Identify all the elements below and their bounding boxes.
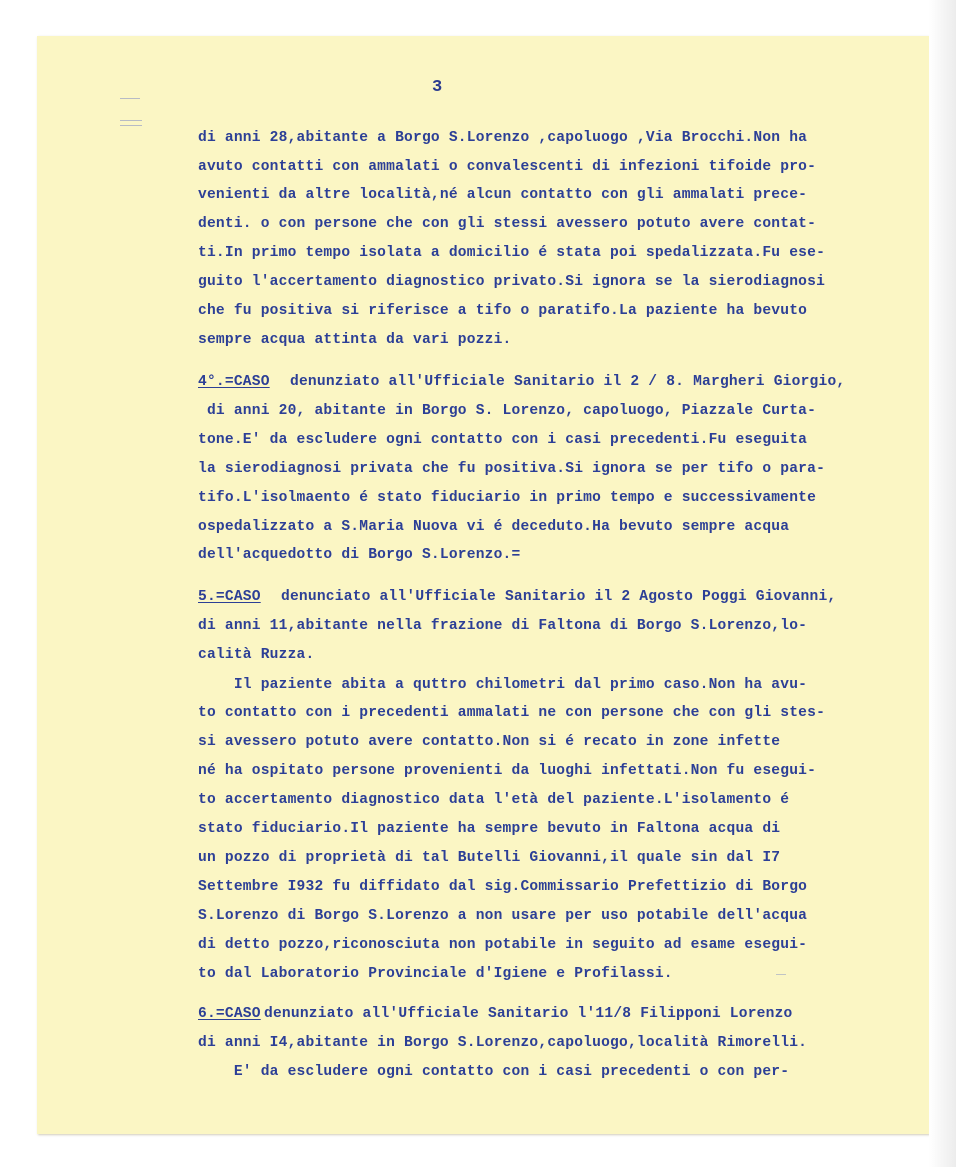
text-line: né ha ospitato persone provenienti da luoghi infettati.Non fu esegui- (198, 763, 817, 779)
text-line: avuto contatti con ammalati o convalescenti di infezioni tifoide pro- (198, 159, 817, 175)
margin-mark (120, 120, 142, 121)
text-line: sempre acqua attinta da vari pozzi. (198, 332, 512, 348)
page-number: 3 (432, 78, 443, 97)
text-line: E' da escludere ogni contatto con i casi precedenti o con per- (198, 1064, 790, 1080)
text-line: to dal Laboratorio Provinciale d'Igiene e Profilassi. (198, 966, 673, 982)
text-line: di anni 20, abitante in Borgo S. Lorenzo, capoluogo, Piazzale Curta- (198, 403, 817, 419)
text-line: di detto pozzo,riconosciuta non potabile in seguito ad esame esegui- (198, 937, 808, 953)
text-line: denunciato all'Ufficiale Sanitario il 2 Agosto Poggi Giovanni, (281, 589, 837, 605)
text-line: denunziato all'Ufficiale Sanitario l'11/8 Filipponi Lorenzo (264, 1006, 793, 1022)
case-6-header: 6.=CASO (198, 1006, 261, 1022)
text-line: guito l'accertamento diagnostico privato.Si ignora se la sierodiagnosi (198, 274, 826, 290)
text-line: di anni 11,abitante nella frazione di Faltona di Borgo S.Lorenzo,lo- (198, 618, 808, 634)
text-line: un pozzo di proprietà di tal Butelli Giovanni,il quale sin dal I7 (198, 850, 781, 866)
text-line: dell'acquedotto di Borgo S.Lorenzo.= (198, 547, 521, 563)
text-line: Il paziente abita a quttro chilometri dal primo caso.Non ha avu- (198, 677, 808, 693)
stray-mark (776, 974, 786, 975)
text-line: si avessero potuto avere contatto.Non si é recato in zone infette (198, 734, 781, 750)
case-4-header: 4°.=CASO (198, 374, 270, 390)
text-line: to accertamento diagnostico data l'età del paziente.L'isolamento é (198, 792, 790, 808)
text-line: tone.E' da escludere ogni contatto con i casi precedenti.Fu eseguita (198, 432, 808, 448)
text-line: Settembre I932 fu diffidato dal sig.Commissario Prefettizio di Borgo (198, 879, 808, 895)
text-line: S.Lorenzo di Borgo S.Lorenzo a non usare per uso potabile dell'acqua (198, 908, 808, 924)
text-line: venienti da altre località,né alcun contatto con gli ammalati prece- (198, 187, 808, 203)
case-5-header: 5.=CASO (198, 589, 261, 605)
text-line: di anni I4,abitante in Borgo S.Lorenzo,capoluogo,località Rimorelli. (198, 1035, 808, 1051)
text-line: denunziato all'Ufficiale Sanitario il 2 / 8. Margheri Giorgio, (290, 374, 846, 390)
text-line: to contatto con i precedenti ammalati ne con persone che con gli stes- (198, 705, 826, 721)
margin-mark (120, 98, 140, 99)
text-line: di anni 28,abitante a Borgo S.Lorenzo ,capoluogo ,Via Brocchi.Non ha (198, 130, 808, 146)
text-line: denti. o con persone che con gli stessi avessero potuto avere contat- (198, 216, 817, 232)
margin-mark (120, 125, 142, 126)
text-line: calità Ruzza. (198, 647, 315, 663)
scan-edge-shadow (929, 0, 956, 1167)
text-line: stato fiduciario.Il paziente ha sempre bevuto in Faltona acqua di (198, 821, 781, 837)
text-line: ti.In primo tempo isolata a domicilio é stata poi spedalizzata.Fu ese- (198, 245, 826, 261)
text-line: la sierodiagnosi privata che fu positiva.Si ignora se per tifo o para- (198, 461, 826, 477)
text-line: ospedalizzato a S.Maria Nuova vi é deceduto.Ha bevuto sempre acqua (198, 519, 790, 535)
text-line: tifo.L'isolmaento é stato fiduciario in primo tempo e successivamente (198, 490, 817, 506)
text-line: che fu positiva si riferisce a tifo o paratifo.La paziente ha bevuto (198, 303, 808, 319)
